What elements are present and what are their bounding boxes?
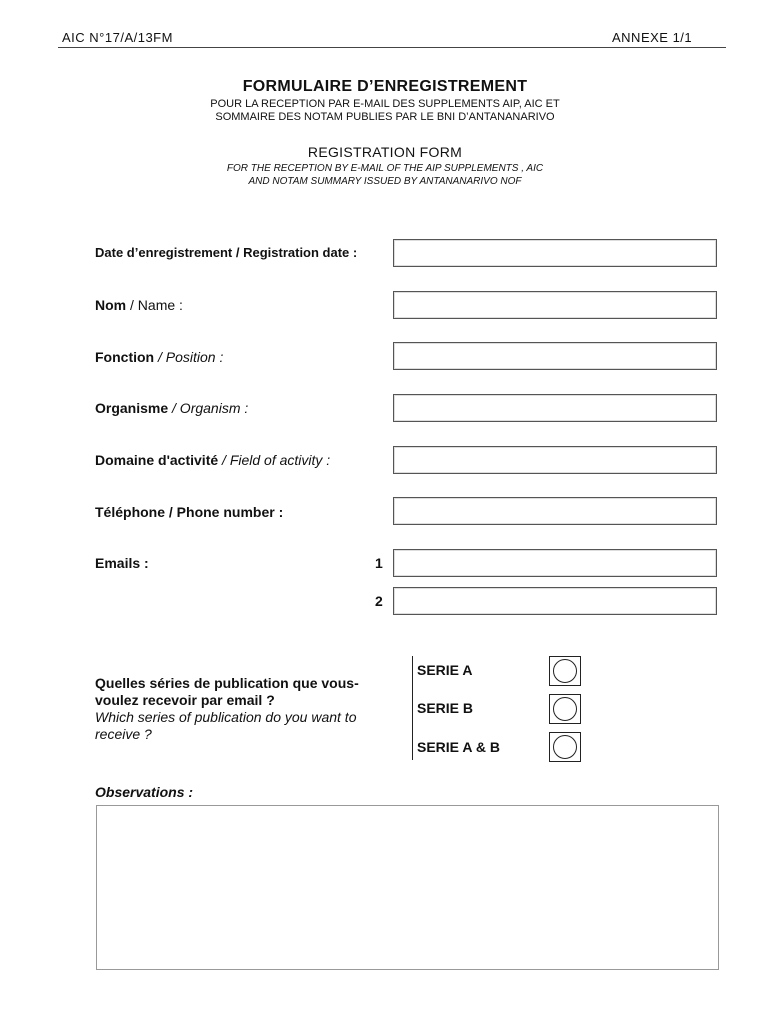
serie-ab-radio[interactable] <box>549 732 581 762</box>
email-2-number: 2 <box>375 593 383 609</box>
organism-field[interactable] <box>393 394 717 422</box>
email-1-number: 1 <box>375 555 383 571</box>
form-subtitle-en-line2: AND NOTAM SUMMARY ISSUED BY ANTANANARIVO NOF <box>248 176 522 187</box>
observations-field[interactable] <box>96 805 719 970</box>
form-subtitle-en-line1: FOR THE RECEPTION BY E-MAIL OF THE AIP SUPPLEMENTS , AIC <box>226 163 544 174</box>
registration-date-label: Date d’enregistrement / Registration date : <box>95 245 358 260</box>
position-label-en: / Position : <box>154 349 224 365</box>
email-2-field[interactable] <box>393 587 717 615</box>
registration-date-field[interactable] <box>393 239 717 267</box>
activity-field[interactable] <box>393 446 717 474</box>
activity-label-en: / Field of activity : <box>218 452 331 468</box>
series-question-en: Which series of publication do you want to receive ? <box>95 709 357 742</box>
form-subtitle-fr-line2: SOMMAIRE DES NOTAM PUBLIES PAR LE BNI D’ANTANANARIVO <box>215 111 555 123</box>
series-question-fr: Quelles séries de publication que vous-voulez recevoir par email ? <box>95 675 359 708</box>
radio-circle-icon <box>553 659 577 683</box>
activity-label <box>95 452 330 468</box>
phone-label: Téléphone / Phone number : <box>95 504 284 520</box>
phone-field[interactable] <box>393 497 717 525</box>
email-1-field[interactable] <box>393 549 717 577</box>
position-label <box>95 349 223 365</box>
organism-label-en: / Organism : <box>168 400 249 416</box>
radio-circle-icon <box>553 735 577 759</box>
serie-a-radio[interactable] <box>549 656 581 686</box>
serie-a-label: SERIE A <box>417 662 473 678</box>
series-divider <box>412 656 413 760</box>
observations-label: Observations : <box>95 784 194 800</box>
radio-circle-icon <box>553 697 577 721</box>
organism-label-fr: Organisme <box>95 400 169 416</box>
name-label-fr: Nom <box>95 297 127 313</box>
name-field[interactable] <box>393 291 717 319</box>
form-title-fr: FORMULAIRE D’ENREGISTREMENT <box>242 78 528 95</box>
name-label-en: / Name : <box>126 297 183 313</box>
activity-label-fr: Domaine d'activité <box>95 452 219 468</box>
position-label-fr: Fonction <box>95 349 155 365</box>
position-field[interactable] <box>393 342 717 370</box>
name-label <box>95 297 183 313</box>
series-question <box>95 675 395 743</box>
header-divider <box>58 47 726 48</box>
form-subtitle-fr-line1: POUR LA RECEPTION PAR E-MAIL DES SUPPLEMENTS AIP, AIC ET <box>210 98 560 110</box>
emails-label: Emails : <box>95 555 149 571</box>
form-title-en: REGISTRATION FORM <box>307 144 463 160</box>
annex-number: ANNEXE 1/1 <box>612 30 693 45</box>
serie-b-label: SERIE B <box>417 700 474 716</box>
document-reference: AIC N°17/A/13FM <box>62 30 173 45</box>
serie-b-radio[interactable] <box>549 694 581 724</box>
organism-label <box>95 400 248 416</box>
serie-ab-label: SERIE A & B <box>417 739 500 755</box>
